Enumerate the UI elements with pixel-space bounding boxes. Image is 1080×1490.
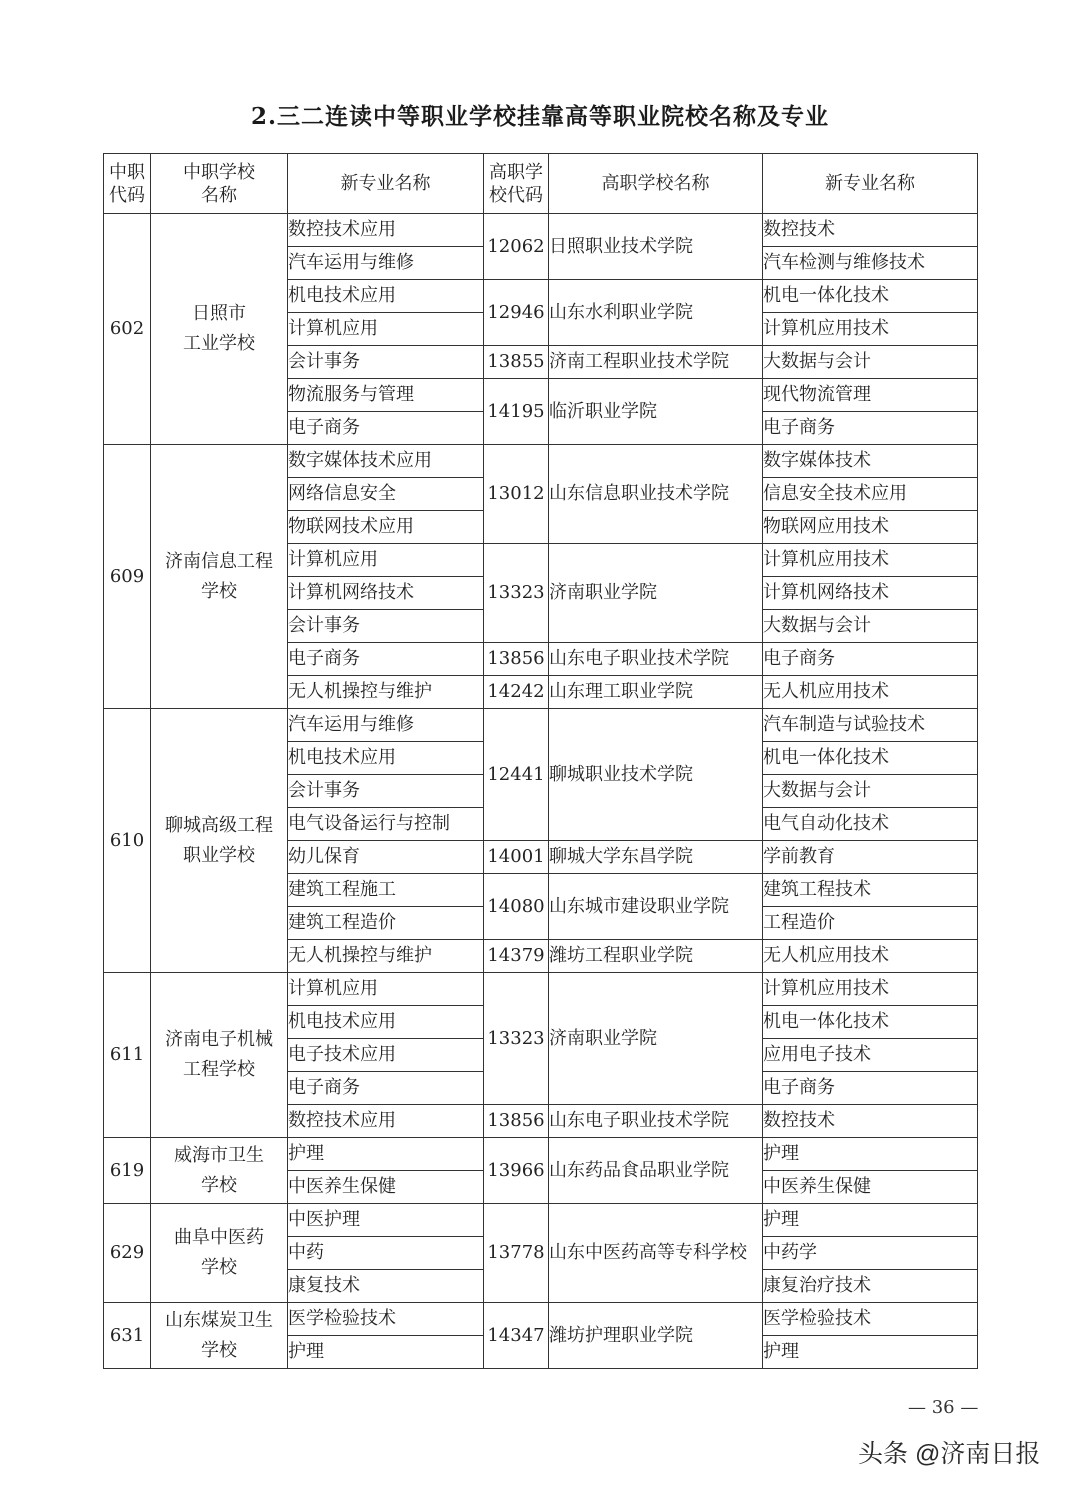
college-major-cell: 数字媒体技术 xyxy=(763,445,978,478)
college-major-cell: 电气自动化技术 xyxy=(763,808,978,841)
major-cell: 计算机应用 xyxy=(288,973,484,1006)
major-cell: 机电技术应用 xyxy=(288,1006,484,1039)
college-major-cell: 机电一体化技术 xyxy=(763,1006,978,1039)
college-name: 山东信息职业技术学院 xyxy=(549,445,763,544)
college-code: 14080 xyxy=(484,874,549,940)
table-row xyxy=(104,214,978,247)
major-cell: 汽车运用与维修 xyxy=(288,709,484,742)
table-header-row xyxy=(104,154,978,214)
major-cell: 机电技术应用 xyxy=(288,742,484,775)
major-cell: 中医养生保健 xyxy=(288,1171,484,1204)
major-cell: 计算机应用 xyxy=(288,544,484,577)
college-major-cell: 工程造价 xyxy=(763,907,978,940)
college-name: 潍坊护理职业学院 xyxy=(549,1303,763,1369)
college-code: 13856 xyxy=(484,1105,549,1138)
page-title: 2.三二连读中等职业学校挂靠高等职业院校名称及专业 xyxy=(250,103,829,130)
major-cell: 数字媒体技术应用 xyxy=(288,445,484,478)
major-cell: 物联网技术应用 xyxy=(288,511,484,544)
major-cell: 数控技术应用 xyxy=(288,214,484,247)
college-code: 13856 xyxy=(484,643,549,676)
college-name: 聊城职业技术学院 xyxy=(549,709,763,841)
college-name: 山东城市建设职业学院 xyxy=(549,874,763,940)
college-major-cell: 数控技术 xyxy=(763,1105,978,1138)
college-major-cell: 现代物流管理 xyxy=(763,379,978,412)
table-row xyxy=(104,445,978,478)
college-name: 济南职业学院 xyxy=(549,544,763,643)
college-name: 山东电子职业技术学院 xyxy=(549,1105,763,1138)
college-code: 14001 xyxy=(484,841,549,874)
major-cell: 建筑工程造价 xyxy=(288,907,484,940)
school-code: 619 xyxy=(104,1138,151,1204)
major-cell: 无人机操控与维护 xyxy=(288,940,484,973)
major-cell: 幼儿保育 xyxy=(288,841,484,874)
major-cell: 网络信息安全 xyxy=(288,478,484,511)
college-name: 聊城大学东昌学院 xyxy=(549,841,763,874)
header-new-major: 新专业名称 xyxy=(288,154,484,214)
college-code: 12946 xyxy=(484,280,549,346)
college-major-cell: 物联网应用技术 xyxy=(763,511,978,544)
table-row xyxy=(104,1303,978,1336)
college-major-cell: 汽车制造与试验技术 xyxy=(763,709,978,742)
college-major-cell: 大数据与会计 xyxy=(763,346,978,379)
college-major-cell: 护理 xyxy=(763,1204,978,1237)
college-major-cell: 机电一体化技术 xyxy=(763,280,978,313)
college-major-cell: 应用电子技术 xyxy=(763,1039,978,1072)
major-cell: 护理 xyxy=(288,1138,484,1171)
school-name: 日照市 工业学校 xyxy=(151,214,288,445)
college-major-cell: 中药学 xyxy=(763,1237,978,1270)
page-number: — 36 — xyxy=(908,1397,979,1418)
major-cell: 电子商务 xyxy=(288,643,484,676)
major-cell: 无人机操控与维护 xyxy=(288,676,484,709)
college-major-cell: 中医养生保健 xyxy=(763,1171,978,1204)
college-major-cell: 计算机网络技术 xyxy=(763,577,978,610)
college-major-cell: 无人机应用技术 xyxy=(763,676,978,709)
college-code: 13966 xyxy=(484,1138,549,1204)
major-cell: 电子商务 xyxy=(288,1072,484,1105)
major-cell: 电子商务 xyxy=(288,412,484,445)
college-name: 临沂职业学院 xyxy=(549,379,763,445)
school-name: 济南信息工程 学校 xyxy=(151,445,288,709)
major-cell: 会计事务 xyxy=(288,346,484,379)
major-cell: 建筑工程施工 xyxy=(288,874,484,907)
major-cell: 数控技术应用 xyxy=(288,1105,484,1138)
header-secondary-code: 中职 代码 xyxy=(104,154,151,214)
college-major-cell: 护理 xyxy=(763,1138,978,1171)
school-name: 曲阜中医药 学校 xyxy=(151,1204,288,1303)
college-major-cell: 电子商务 xyxy=(763,1072,978,1105)
school-code: 629 xyxy=(104,1204,151,1303)
college-major-cell: 学前教育 xyxy=(763,841,978,874)
school-name: 威海市卫生 学校 xyxy=(151,1138,288,1204)
college-name: 日照职业技术学院 xyxy=(549,214,763,280)
major-cell: 计算机应用 xyxy=(288,313,484,346)
college-name: 潍坊工程职业学院 xyxy=(549,940,763,973)
major-cell: 医学检验技术 xyxy=(288,1303,484,1336)
college-major-cell: 电子商务 xyxy=(763,412,978,445)
college-code: 14379 xyxy=(484,940,549,973)
school-name: 山东煤炭卫生 学校 xyxy=(151,1303,288,1369)
major-cell: 护理 xyxy=(288,1336,484,1369)
college-major-cell: 信息安全技术应用 xyxy=(763,478,978,511)
college-code: 13778 xyxy=(484,1204,549,1303)
major-cell: 计算机网络技术 xyxy=(288,577,484,610)
college-major-cell: 医学检验技术 xyxy=(763,1303,978,1336)
header-college-code: 高职学 校代码 xyxy=(484,154,549,214)
major-cell: 物流服务与管理 xyxy=(288,379,484,412)
school-code: 610 xyxy=(104,709,151,973)
college-code: 13323 xyxy=(484,544,549,643)
table-row xyxy=(104,709,978,742)
major-cell: 会计事务 xyxy=(288,775,484,808)
college-code: 12062 xyxy=(484,214,549,280)
college-code: 14195 xyxy=(484,379,549,445)
college-name: 济南职业学院 xyxy=(549,973,763,1105)
major-cell: 中药 xyxy=(288,1237,484,1270)
college-major-cell: 计算机应用技术 xyxy=(763,544,978,577)
college-major-cell: 数控技术 xyxy=(763,214,978,247)
school-code: 602 xyxy=(104,214,151,445)
major-cell: 汽车运用与维修 xyxy=(288,247,484,280)
school-code: 631 xyxy=(104,1303,151,1369)
school-name: 济南电子机械 工程学校 xyxy=(151,973,288,1138)
college-code: 13012 xyxy=(484,445,549,544)
school-code: 611 xyxy=(104,973,151,1138)
college-code: 14347 xyxy=(484,1303,549,1369)
college-major-cell: 大数据与会计 xyxy=(763,610,978,643)
major-cell: 电子技术应用 xyxy=(288,1039,484,1072)
college-code: 13855 xyxy=(484,346,549,379)
college-name: 山东电子职业技术学院 xyxy=(549,643,763,676)
college-name: 山东理工职业学院 xyxy=(549,676,763,709)
college-major-cell: 汽车检测与维修技术 xyxy=(763,247,978,280)
college-major-cell: 无人机应用技术 xyxy=(763,940,978,973)
major-cell: 电气设备运行与控制 xyxy=(288,808,484,841)
college-major-cell: 大数据与会计 xyxy=(763,775,978,808)
college-name: 济南工程职业技术学院 xyxy=(549,346,763,379)
college-code: 12441 xyxy=(484,709,549,841)
major-cell: 中医护理 xyxy=(288,1204,484,1237)
watermark: 头条 @济南日报 xyxy=(858,1440,1041,1468)
major-cell: 康复技术 xyxy=(288,1270,484,1303)
college-major-cell: 机电一体化技术 xyxy=(763,742,978,775)
school-major-table xyxy=(103,153,978,1369)
college-major-cell: 计算机应用技术 xyxy=(763,973,978,1006)
table-row xyxy=(104,973,978,1006)
major-cell: 会计事务 xyxy=(288,610,484,643)
school-name: 聊城高级工程 职业学校 xyxy=(151,709,288,973)
header-college-name: 高职学校名称 xyxy=(549,154,763,214)
table-row xyxy=(104,1204,978,1237)
college-name: 山东中医药高等专科学校 xyxy=(549,1204,763,1303)
college-major-cell: 建筑工程技术 xyxy=(763,874,978,907)
header-college-major: 新专业名称 xyxy=(763,154,978,214)
college-code: 13323 xyxy=(484,973,549,1105)
college-name: 山东水利职业学院 xyxy=(549,280,763,346)
college-name: 山东药品食品职业学院 xyxy=(549,1138,763,1204)
college-major-cell: 计算机应用技术 xyxy=(763,313,978,346)
college-major-cell: 康复治疗技术 xyxy=(763,1270,978,1303)
college-code: 14242 xyxy=(484,676,549,709)
college-major-cell: 护理 xyxy=(763,1336,978,1369)
school-code: 609 xyxy=(104,445,151,709)
header-secondary-school: 中职学校 名称 xyxy=(151,154,288,214)
table-row xyxy=(104,1138,978,1171)
major-cell: 机电技术应用 xyxy=(288,280,484,313)
college-major-cell: 电子商务 xyxy=(763,643,978,676)
